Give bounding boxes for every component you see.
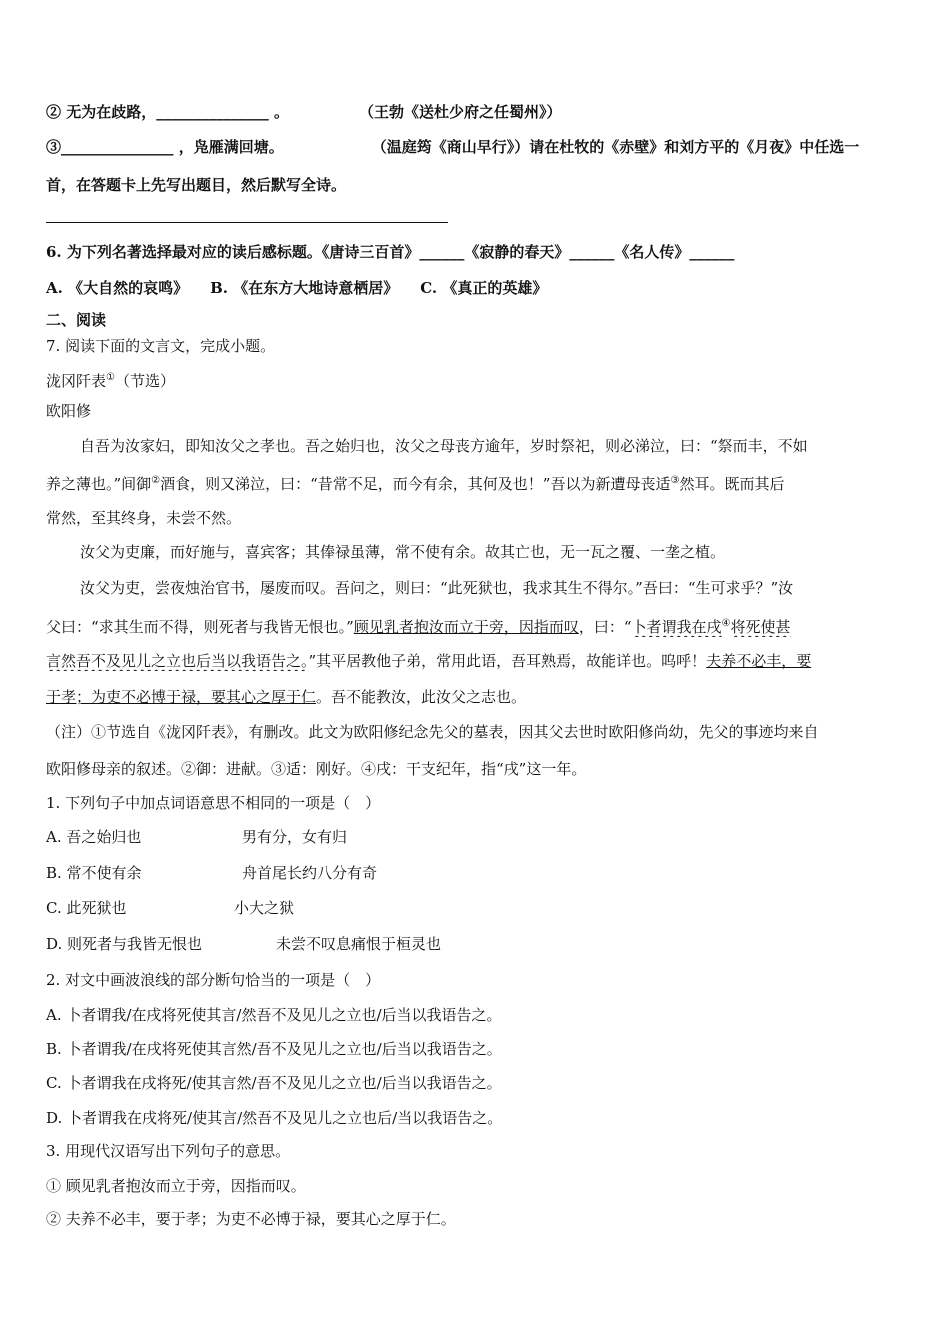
passage-text: 父曰：“求其生而不得，则死者与我皆无恨也。” bbox=[46, 618, 354, 636]
option-label: B. 常不使有余 bbox=[46, 864, 142, 882]
underlined-sentence-2: 于孝；为吏不必博于禄，要其心之厚于仁 bbox=[46, 688, 317, 706]
q5-item3-blank: _______________ bbox=[61, 138, 174, 156]
option-pair: 未尝不叹息痛恨于桓灵也 bbox=[276, 935, 442, 953]
q6-stem: 6. 为下列名著选择最对应的读后感标题。《唐诗三百首》______《寂静的春天》______《名人传》______ bbox=[46, 243, 735, 261]
passage-author: 欧阳修 bbox=[46, 402, 92, 420]
passage-text: 酒食，则又涕泣，曰：“昔常不足，而今有余，其何及也！”吾以为新遭母丧适 bbox=[160, 475, 671, 493]
answer-line bbox=[46, 222, 448, 223]
q1-option-a bbox=[46, 827, 910, 847]
q3-item1: ① 顾见乳者抱汝而立于旁，因指而叹。 bbox=[46, 1177, 306, 1195]
passage-text: ，曰：“ bbox=[578, 618, 632, 636]
underlined-sentence-2: 夫养不必丰，要 bbox=[706, 652, 812, 670]
q5-item2-suffix: 。 bbox=[268, 103, 289, 121]
passage-text: 然耳。既而其后 bbox=[679, 475, 785, 493]
passage-p1-line3: 常然，至其终身，未尝不然。 bbox=[46, 509, 242, 527]
q5-item2-prefix: ② 无为在歧路， bbox=[46, 103, 157, 121]
passage-p1-line1: 自吾为汝家妇，即知汝父之孝也。吾之始归也，汝父之母丧方逾年，岁时祭祀，则必涕泣，曰：“祭而丰，不如 bbox=[80, 437, 808, 455]
q1-option-d bbox=[46, 934, 910, 954]
notes-line1: （注）①节选自《泷冈阡表》，有删改。此文为欧阳修纪念先父的墓表，因其父去世时欧阳修尚幼，先父的事迹均来自 bbox=[46, 723, 819, 741]
note-marker: ② bbox=[151, 475, 161, 486]
q2-stem: 2. 对文中画波浪线的部分断句恰当的一项是（ ） bbox=[46, 971, 381, 989]
notes-line2: 欧阳修母亲的叙述。②御：进献。③适：刚好。④戌：干支纪年，指“戌”这一年。 bbox=[46, 760, 587, 778]
q3-stem: 3. 用现代汉语写出下列句子的意思。 bbox=[46, 1142, 291, 1160]
option-label: C. 此死狱也 bbox=[46, 899, 127, 917]
q2-option-a: A. 卜者谓我/在戌将死使其言/然吾不及见儿之立也/后当以我语告之。 bbox=[46, 1006, 502, 1024]
q5-item3-suffix: ，凫雁满回塘。 bbox=[173, 138, 284, 156]
passage-p2: 汝父为吏廉，而好施与，喜宾客；其俸禄虽薄，常不使有余。故其亡也，无一瓦之覆、一垄之植。 bbox=[80, 543, 726, 561]
q5-item3 bbox=[46, 137, 910, 157]
passage-p3-line1: 汝父为吏，尝夜烛治官书，屡废而叹。吾问之，则曰：“此死狱也，我求其生不得尔。”吾曰：“生可求乎？”汝 bbox=[80, 579, 794, 597]
q7-intro: 7. 阅读下面的文言文，完成小题。 bbox=[46, 337, 276, 355]
q5-item3-source: （温庭筠《商山早行》） bbox=[371, 138, 530, 156]
q1-stem: 1. 下列句子中加点词语意思不相同的一项是（ ） bbox=[46, 794, 381, 812]
passage-title-note: ① bbox=[106, 372, 115, 383]
note-marker: ④ bbox=[721, 618, 731, 629]
q6-option-c: C. 《真正的英雄》 bbox=[420, 279, 548, 297]
underlined-sentence-1: 顾见乳者抱汝而立于旁，因指而叹 bbox=[353, 618, 579, 636]
option-pair: 小大之狱 bbox=[234, 899, 295, 917]
q5-item3-prefix: ③ bbox=[46, 138, 62, 156]
passage-p3-line2 bbox=[46, 614, 910, 637]
q3-item2: ② 夫养不必丰，要于孝；为吏不必博于禄，要其心之厚于仁。 bbox=[46, 1210, 456, 1228]
note-marker: ③ bbox=[670, 475, 680, 486]
q6-options bbox=[46, 278, 910, 298]
passage-p3-line4 bbox=[46, 687, 910, 707]
q5-item2-source: （王勃《送杜少府之任蜀州》） bbox=[358, 103, 562, 121]
passage-p1-line2 bbox=[46, 471, 910, 494]
passage-p3-line3 bbox=[46, 651, 910, 671]
q5-item3-continuation: 请在杜牧的《赤壁》和刘方平的《月夜》中任选一 bbox=[529, 138, 860, 156]
passage-title bbox=[46, 368, 910, 391]
option-pair: 舟首尾长约八分有奇 bbox=[242, 864, 378, 882]
q5-item2-blank: _______________ bbox=[156, 103, 269, 121]
q6-option-b: B. 《在东方大地诗意栖居》 bbox=[210, 279, 399, 297]
passage-title-main: 泷冈阡表 bbox=[46, 372, 107, 390]
passage-text: ”其平居教他子弟，常用此语，吾耳熟焉，故能详也。呜呼！ bbox=[308, 652, 707, 670]
q2-option-b: B. 卜者谓我/在戌将死使其言然/吾不及见儿之立也/后当以我语告之。 bbox=[46, 1040, 502, 1058]
section-heading: 二、阅读 bbox=[46, 311, 107, 329]
passage-text: 。吾不能教汝，此汝父之志也。 bbox=[316, 688, 527, 706]
q1-option-b bbox=[46, 863, 910, 883]
q5-item3-line2: 首，在答题卡上先写出题目，然后默写全诗。 bbox=[46, 176, 347, 194]
wavy-sentence: 言然吾不及见儿之立也后当以我语告之。 bbox=[46, 652, 309, 670]
q1-option-c bbox=[46, 898, 910, 918]
q6-option-a: A. 《大自然的哀鸣》 bbox=[46, 279, 189, 297]
q2-option-d: D. 卜者谓我在戌将死/使其言/然吾不及见儿之立也后/当以我语告之。 bbox=[46, 1109, 503, 1127]
passage-title-tail: （节选） bbox=[114, 372, 175, 390]
option-label: D. 则死者与我皆无恨也 bbox=[46, 935, 203, 953]
passage-text: 养之薄也。”间御 bbox=[46, 475, 152, 493]
option-label: A. 吾之始归也 bbox=[46, 828, 142, 846]
option-pair: 男有分，女有归 bbox=[242, 828, 348, 846]
q5-item2 bbox=[46, 102, 910, 122]
q2-option-c: C. 卜者谓我在戌将死/使其言然/吾不及见儿之立也/后当以我语告之。 bbox=[46, 1074, 502, 1092]
wavy-sentence: 卜者谓我在戌 bbox=[631, 618, 722, 636]
wavy-sentence: 将死使甚 bbox=[730, 618, 791, 636]
